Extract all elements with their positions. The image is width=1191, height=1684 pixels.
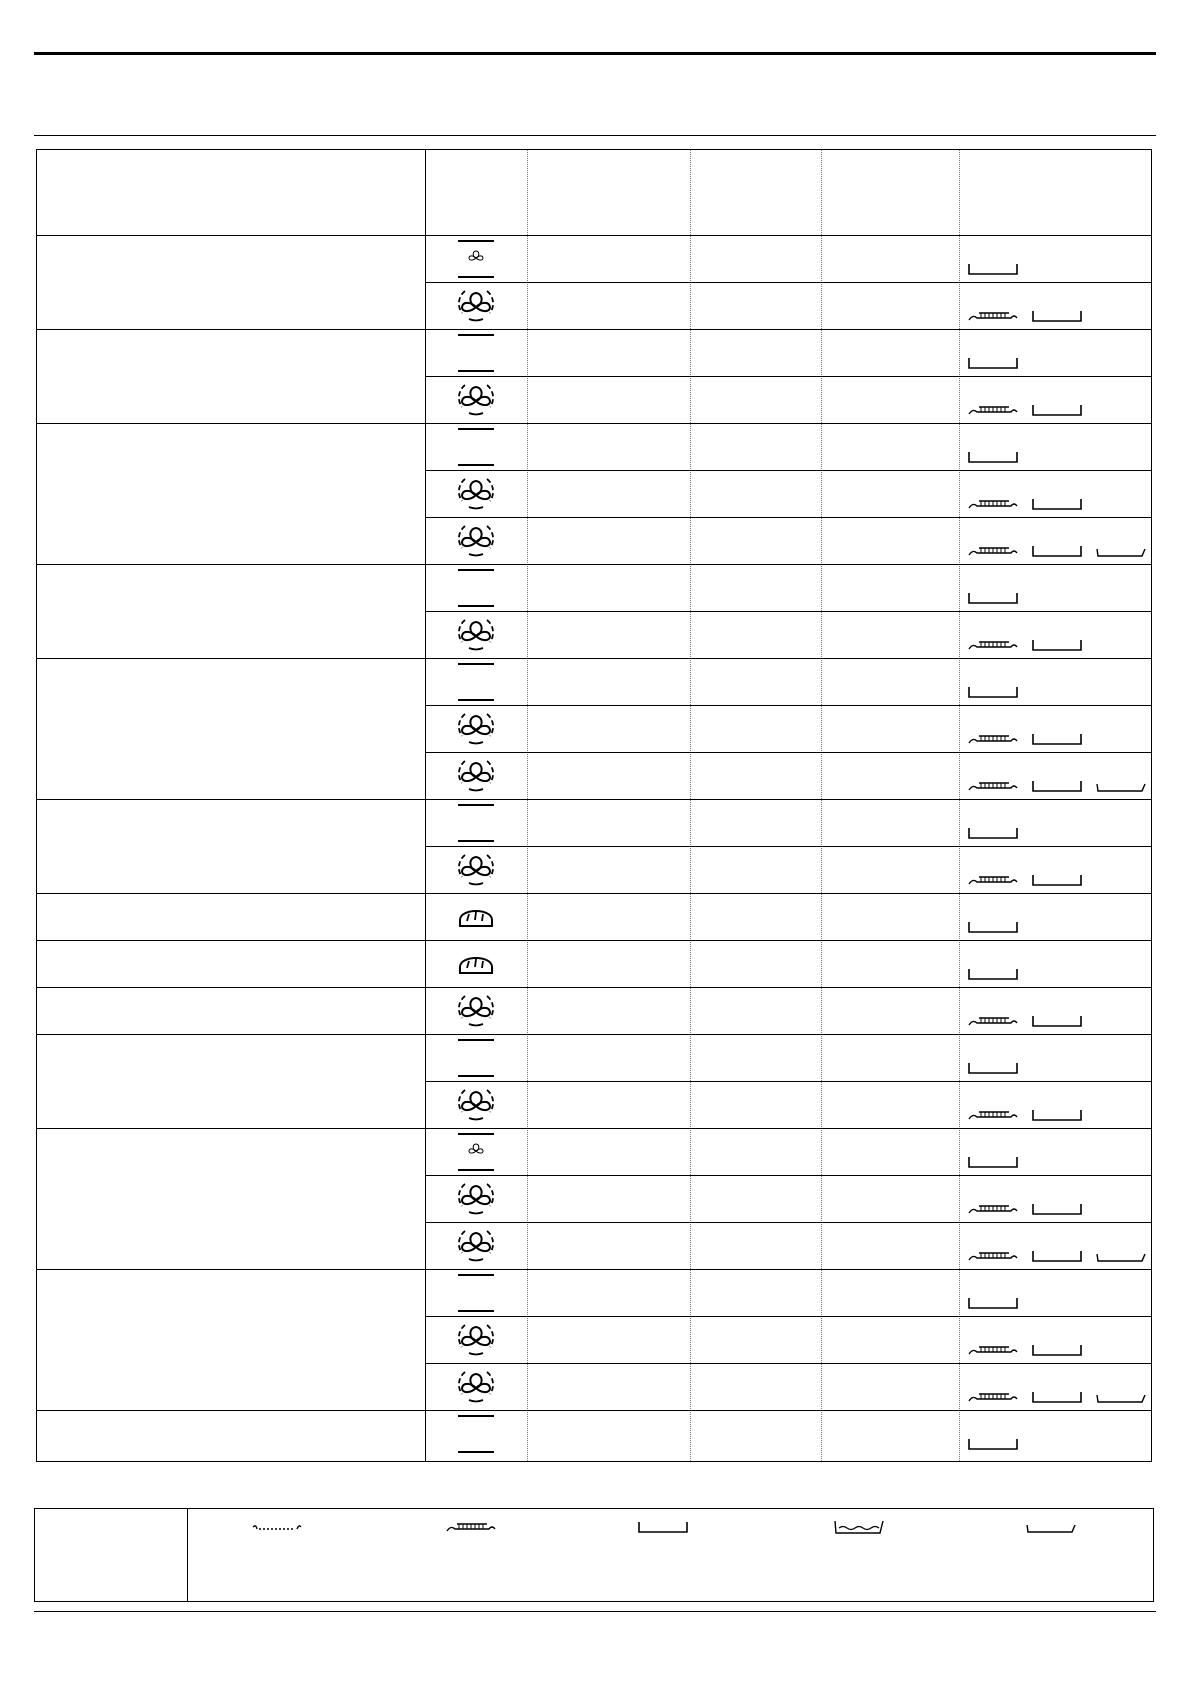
legend-divider [187,1509,188,1601]
hot-air-icon [456,988,496,1034]
grill-rack-icon [967,1013,1019,1035]
grill-rack-icon [967,1201,1019,1223]
baking-tray-icon [967,1295,1019,1317]
hot-air-icon [456,847,496,893]
fan-heat-icon [456,236,496,282]
hot-air-icon [456,612,496,658]
shallow-tray-icon [1095,1389,1147,1411]
baking-table [36,149,1152,1462]
hot-air-icon [456,377,496,423]
hot-air-icon [456,1317,496,1363]
shallow-tray-icon [1025,1519,1077,1541]
hot-air-icon [456,706,496,752]
grill-rack-icon [967,402,1019,424]
baking-tray-icon [967,1060,1019,1082]
baking-tray-icon [1031,308,1083,330]
bottom-rule [34,1611,1156,1612]
baking-tray-icon [1031,496,1083,518]
baking-tray-icon [967,684,1019,706]
grill-rack-icon [967,872,1019,894]
baking-tray-icon [967,1436,1019,1458]
row-separator [425,282,1151,283]
column-divider-dish [425,150,426,1461]
baking-tray-icon [1031,543,1083,565]
hot-air-icon [456,1364,496,1410]
column-divider-time [959,150,960,1461]
grill-rack-icon [445,1519,497,1541]
grill-rack-icon [967,637,1019,659]
bread-icon [456,894,496,940]
baking-tray-icon [1031,637,1083,659]
baking-tray-icon [967,966,1019,988]
fan-heat-icon [456,1129,496,1175]
baking-tray-icon [967,355,1019,377]
grill-rack-icon [967,1389,1019,1411]
header-rule [34,135,1156,136]
top-bottom-heat-icon [456,1270,496,1316]
shallow-tray-icon [1095,778,1147,800]
top-bottom-heat-icon [456,1411,496,1457]
hot-air-icon [456,283,496,329]
row-separator [425,1081,1151,1082]
grill-rack-icon [967,308,1019,330]
row-separator [425,1316,1151,1317]
top-bottom-heat-icon [456,424,496,470]
wire-rack-icon [251,1519,303,1541]
row-separator [425,611,1151,612]
grill-rack-icon [967,1342,1019,1364]
top-bottom-heat-icon [456,659,496,705]
column-divider-temperature [690,150,691,1461]
hot-air-icon [456,753,496,799]
baking-tray-icon [967,261,1019,283]
bread-icon [456,941,496,987]
grill-rack-icon [967,731,1019,753]
baking-tray-icon [1031,1342,1083,1364]
top-bottom-heat-icon [456,800,496,846]
grill-rack-icon [967,496,1019,518]
baking-tray-icon [967,1154,1019,1176]
baking-tray-icon [1031,1013,1083,1035]
baking-tray-icon [1031,1107,1083,1129]
baking-tray-icon [1031,778,1083,800]
shallow-tray-icon [1095,1248,1147,1270]
baking-tray-icon [1031,1201,1083,1223]
hot-air-icon [456,1176,496,1222]
grill-rack-icon [967,778,1019,800]
column-divider-shelf [821,150,822,1461]
baking-tray-icon [1031,872,1083,894]
header-separator [37,235,1151,236]
grill-rack-icon [967,1248,1019,1270]
baking-tray-icon [637,1519,689,1541]
top-bottom-heat-icon [456,330,496,376]
baking-tray-icon [967,919,1019,941]
row-separator [425,846,1151,847]
hot-air-icon [456,471,496,517]
baking-tray-icon [1031,731,1083,753]
baking-tray-icon [967,825,1019,847]
top-bottom-heat-icon [456,565,496,611]
water-tray-icon [833,1519,885,1541]
hot-air-icon [456,1082,496,1128]
row-separator [425,376,1151,377]
column-divider-mode [527,150,528,1461]
row-separator [425,705,1151,706]
top-bottom-heat-icon [456,1035,496,1081]
shallow-tray-icon [1095,543,1147,565]
baking-tray-icon [1031,1248,1083,1270]
hot-air-icon [456,1223,496,1269]
top-rule [34,52,1156,55]
row-separator [425,1175,1151,1176]
grill-rack-icon [967,543,1019,565]
row-separator [425,470,1151,471]
hot-air-icon [456,518,496,564]
accessory-legend [34,1508,1154,1602]
baking-tray-icon [1031,402,1083,424]
baking-tray-icon [967,590,1019,612]
baking-tray-icon [967,449,1019,471]
baking-tray-icon [1031,1389,1083,1411]
grill-rack-icon [967,1107,1019,1129]
